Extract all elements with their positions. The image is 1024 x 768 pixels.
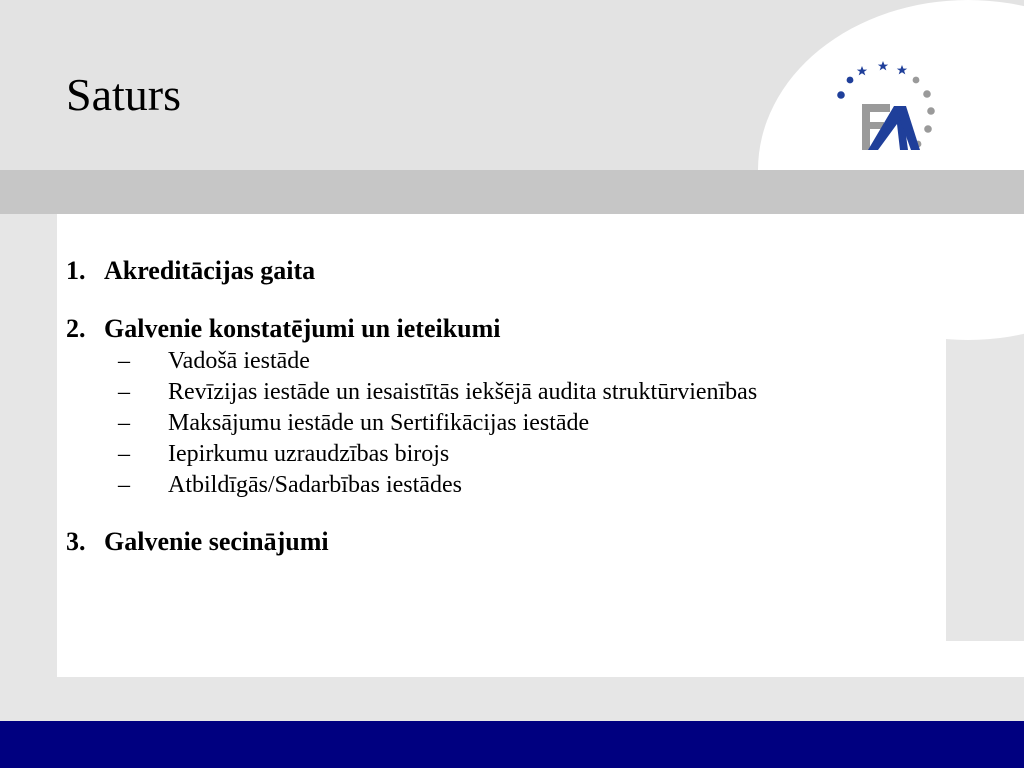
toc-subitem [104,346,757,377]
toc-item-label: Galvenie konstatējumi un ieteikumi [104,314,501,343]
toc-item-1 [66,254,757,288]
header-divider-band [0,170,1024,214]
toc-item-label: Galvenie secinājumi [104,527,329,556]
ministry-of-finance-logo-icon [832,58,942,158]
toc-item-number: 1. [66,256,86,285]
toc-subitem-label: Vadošā iestāde [168,348,310,374]
dash-bullet: – [118,410,130,436]
dash-bullet: – [118,379,130,405]
toc-item-label: Akreditācijas gaita [104,256,316,285]
toc-subitem [104,377,757,408]
toc-subitem [104,408,757,439]
toc-subitem [104,439,757,470]
toc-subitem-label: Revīzijas iestāde un iesaistītās iekšējā audita struktūrvienības [168,379,758,405]
dash-bullet: – [118,472,130,498]
footer-bar [0,721,1024,768]
toc-item-2 [66,312,757,501]
table-of-contents [66,254,757,559]
toc-subitem-label: Maksājumu iestāde un Sertifikācijas iestāde [168,410,590,436]
toc-item-number: 2. [66,314,86,343]
panel-corner-accent [946,641,1024,677]
dash-bullet: – [118,348,130,374]
toc-sublist [104,346,757,501]
toc-subitem-label: Iepirkumu uzraudzības birojs [168,441,450,467]
slide-title: Saturs [66,69,181,120]
toc-item-number: 3. [66,527,86,556]
toc-subitem [104,470,757,501]
toc-item-3 [66,525,757,559]
toc-subitem-label: Atbildīgās/Sadarbības iestādes [168,472,462,498]
content-panel [57,214,946,677]
dash-bullet: – [118,441,130,467]
